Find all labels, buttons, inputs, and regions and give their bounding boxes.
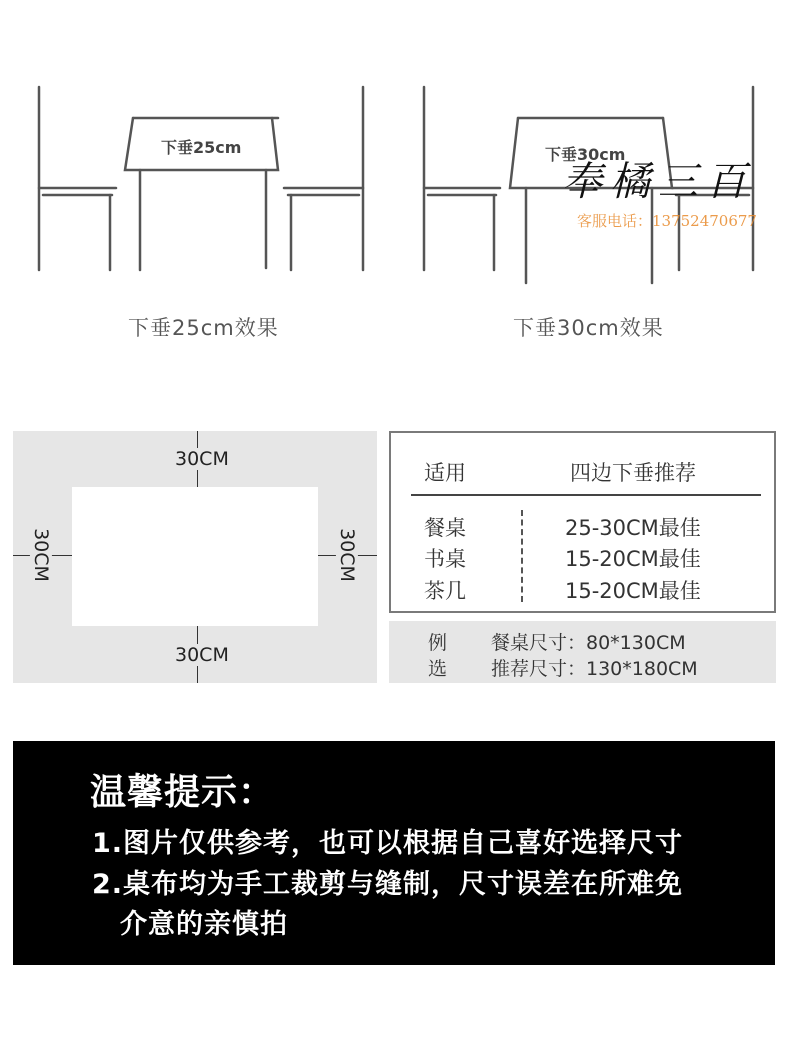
example-recommended-size: 推荐尺寸：130*180CM (491, 658, 698, 680)
table-header-use: 适用 (424, 461, 466, 485)
table-header-divider (411, 494, 761, 496)
drop-top-label: 30CM (175, 448, 229, 470)
drop-right-label: 30CM (335, 528, 358, 582)
table-row-drop: 15-20CM最佳 (565, 547, 701, 571)
table-column-divider (521, 510, 523, 602)
example-label-line2: 选 (428, 658, 448, 680)
right-scene-chair-left (424, 87, 500, 270)
drop-left-label: 30CM (29, 528, 52, 582)
table-row-use: 餐桌 (424, 516, 466, 540)
right-caption: 下垂30cm效果 (513, 316, 664, 340)
table-row-drop: 15-20CM最佳 (565, 579, 701, 603)
watermark-phone: 客服电话：13752470677 (577, 212, 757, 230)
tips-title: 温馨提示： (90, 772, 276, 813)
table-row-drop: 25-30CM最佳 (565, 516, 701, 540)
left-table-drop-label: 下垂25cm (161, 138, 242, 157)
table-row-use: 茶几 (424, 579, 466, 603)
table-header-drop: 四边下垂推荐 (570, 461, 696, 485)
example-label-line1: 例 (428, 632, 448, 654)
tabletop-rectangle (72, 487, 318, 626)
example-table-size: 餐桌尺寸：80*130CM (491, 632, 686, 654)
left-scene-chair-right (284, 87, 363, 270)
right-table-drop-label: 下垂30cm (545, 145, 626, 164)
table-row-use: 书桌 (424, 547, 466, 571)
drop-bottom-label: 30CM (175, 644, 229, 666)
left-scene-chair-left (39, 87, 116, 270)
tips-line-2: 2.桌布均为手工裁剪与缝制，尺寸误差在所难免 (92, 869, 684, 900)
tips-line-1: 1.图片仅供参考，也可以根据自己喜好选择尺寸 (92, 828, 684, 859)
watermark-brand-logo: 奉橘三百 (562, 159, 754, 205)
tips-line-3: 介意的亲慎拍 (120, 909, 288, 940)
left-caption: 下垂25cm效果 (128, 316, 279, 340)
